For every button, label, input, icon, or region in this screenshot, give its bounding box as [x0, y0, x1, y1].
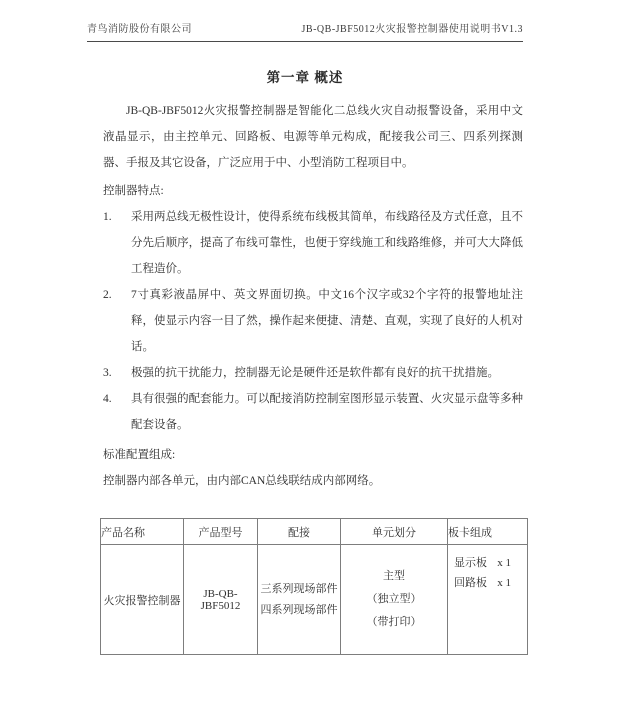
header-doc-title: JB-QB-JBF5012火灾报警控制器使用说明书V1.3	[301, 24, 523, 35]
feature-number: 4.	[103, 393, 112, 405]
config-description: 控制器内部各单元，由内部CAN总线联结成内部网络。	[103, 475, 381, 487]
cell-product-name: 火灾报警控制器	[101, 545, 184, 655]
column-header-unit-division: 单元划分	[341, 519, 448, 545]
unit-division-line: （独立型）	[366, 593, 422, 605]
feature-item	[103, 360, 523, 386]
page-header	[87, 20, 523, 42]
chapter-title: 第一章 概述	[266, 70, 344, 85]
cell-product-model: JB-QB-JBF5012	[184, 545, 258, 655]
feature-text: 具有很强的配套能力。可以配接消防控制室图形显示装置、火灾显示盘等多种配套设备。	[131, 393, 523, 431]
feature-item	[103, 204, 523, 282]
product-table	[100, 518, 528, 655]
features-list	[103, 204, 523, 438]
feature-number: 1.	[103, 211, 112, 223]
board-line	[448, 573, 527, 593]
feature-number: 3.	[103, 367, 112, 379]
column-header-board-composition: 板卡组成	[448, 519, 528, 545]
feature-text: 7寸真彩液晶屏中、英文界面切换。中文16个汉字或32个字符的报警地址注释，使显示内容一目了然，操作起来便捷、清楚、直观，实现了良好的人机对话。	[131, 289, 523, 353]
cell-unit-division	[341, 545, 448, 655]
column-header-product-name: 产品名称	[101, 519, 184, 545]
unit-division-line: （带打印）	[366, 616, 422, 628]
table-header-row	[101, 519, 528, 545]
table-row	[101, 545, 528, 655]
cell-compatible	[258, 545, 341, 655]
board-name: 显示板	[454, 557, 487, 569]
cell-board-composition	[448, 545, 528, 655]
unit-division-line: 主型	[383, 570, 405, 582]
column-header-compatible: 配接	[258, 519, 341, 545]
feature-item	[103, 386, 523, 438]
feature-text: 极强的抗干扰能力，控制器无论是硬件还是软件都有良好的抗干扰措施。	[131, 367, 499, 379]
board-name: 回路板	[454, 577, 487, 589]
config-heading: 标准配置组成:	[103, 449, 176, 461]
compatible-line: 四系列现场部件	[260, 603, 338, 616]
feature-item	[103, 282, 523, 360]
column-header-model: 产品型号	[184, 519, 258, 545]
header-company: 青鸟消防股份有限公司	[87, 24, 192, 35]
feature-text: 采用两总线无极性设计，使得系统布线极其简单，布线路径及方式任意，且不分先后顺序，提高了布线可靠性，也便于穿线施工和线路维修，并可大大降低工程造价。	[131, 211, 523, 275]
intro-paragraph: JB-QB-JBF5012火灾报警控制器是智能化二总线火灾自动报警设备，采用中文液晶显示，由主控单元、回路板、电源等单元构成，配接我公司三、四系列探测器、手报及其它设备，广泛应用于中、小型消防工程项目中。	[103, 105, 523, 169]
board-line	[448, 553, 527, 573]
compatible-line: 三系列现场部件	[260, 582, 338, 595]
board-qty: x 1	[497, 557, 511, 569]
board-qty: x 1	[497, 577, 511, 589]
feature-number: 2.	[103, 289, 112, 301]
features-heading: 控制器特点:	[103, 185, 164, 197]
